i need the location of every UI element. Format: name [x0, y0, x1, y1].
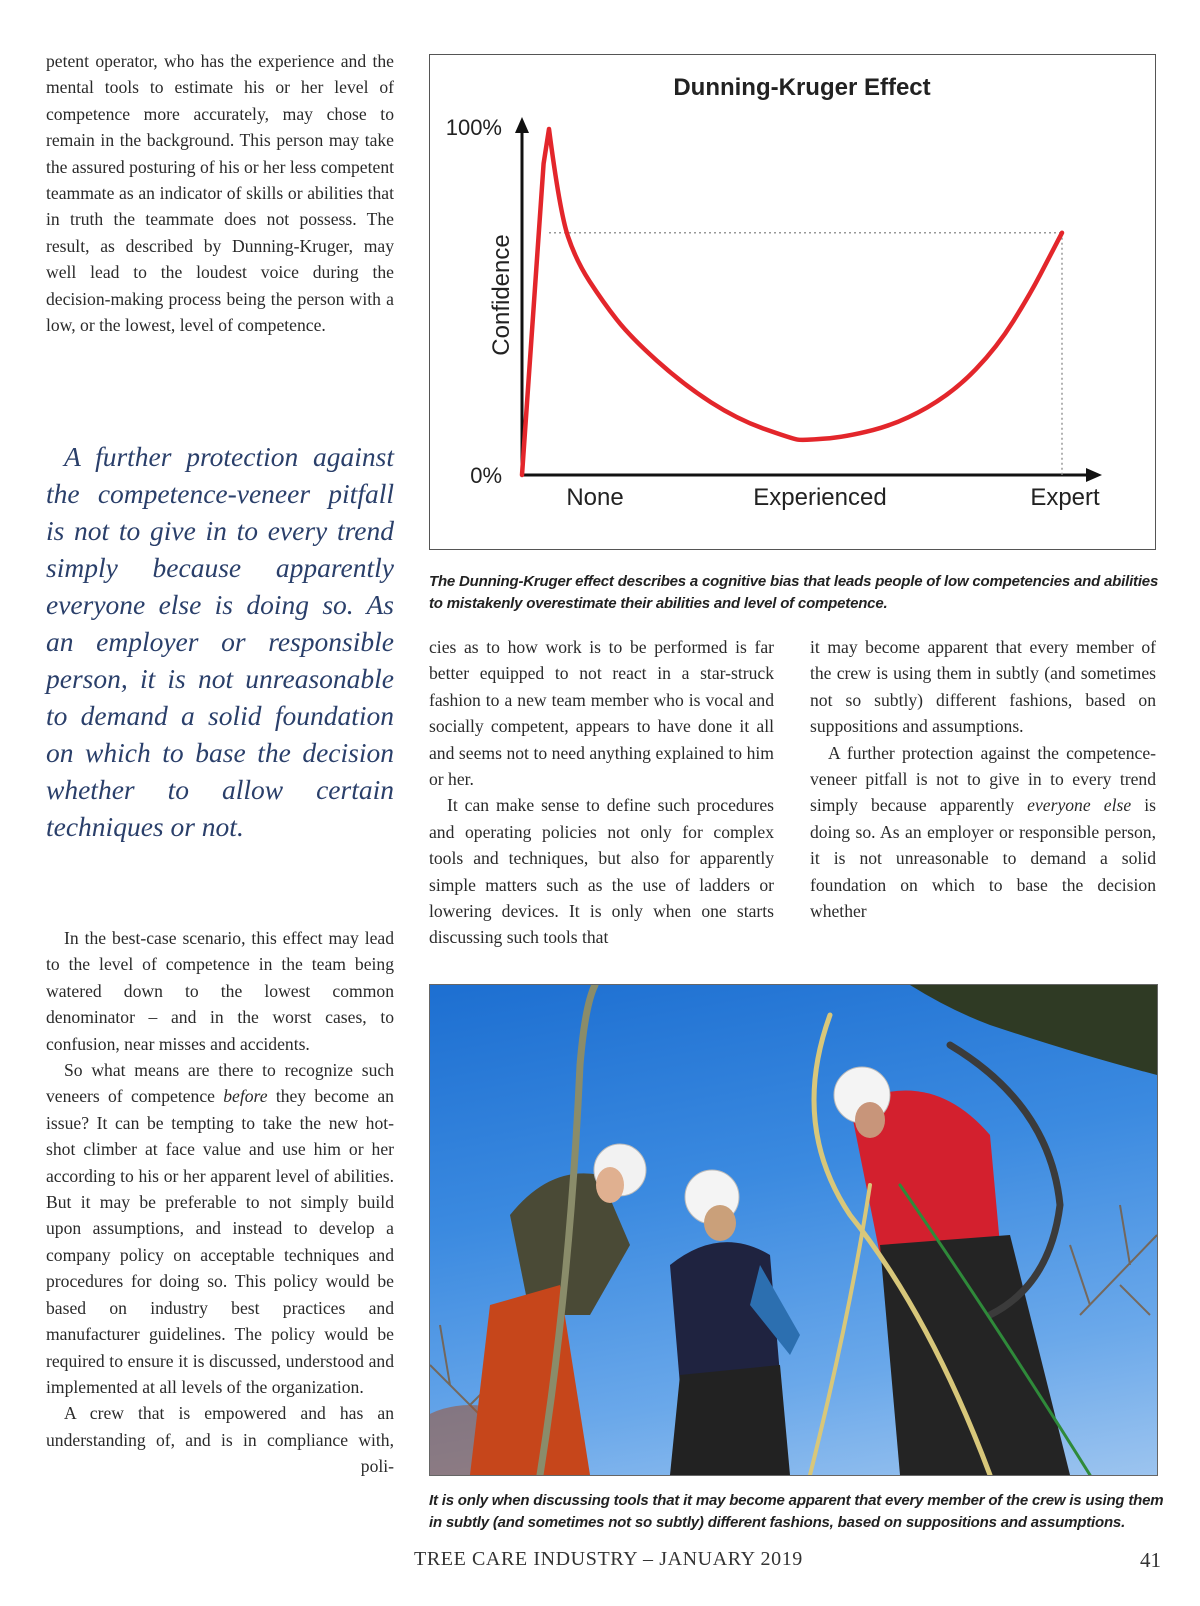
paragraph: It can make sense to define such procedures and operating policies not only for complex tools and techniques, but also for apparently simple matters such as the use of ladders or lowering devices. It is only when one starts discussing such tools that — [429, 795, 774, 948]
y-tick-bottom: 0% — [470, 463, 502, 488]
paragraph — [810, 740, 1156, 925]
y-tick-top: 100% — [445, 115, 502, 140]
article-column-left-bottom — [46, 925, 394, 1480]
y-axis-label: Confidence — [488, 234, 515, 356]
text-run: is doing so. As an employer or responsible person, it is not unreasonable to demand a solid foundation on which to base the decision whether — [810, 795, 1156, 922]
paragraph: cies as to how work is to be performed is far better equipped to not react in a star-struck fashion to a new team member who is vocal and socially competent, appears to have done it all and seems not to need anything explained to him or her. — [429, 637, 774, 790]
text-run: So what means are there to recognize such veneers of competence — [46, 1060, 394, 1107]
page-number: 41 — [1140, 1548, 1161, 1572]
chart-svg — [430, 55, 1154, 548]
x-tick-none: None — [566, 484, 624, 511]
pull-quote: A further protection against the competence-veneer pitfall is not to give in to every trend simply because apparently everyone else is doing so. As an employer or responsible person, it is not unreasonable to demand a solid foundation on which to base the decision whether to allow certain techniques or not. — [46, 441, 394, 842]
page-footer — [0, 1548, 1200, 1578]
x-tick-experienced: Experienced — [753, 484, 887, 511]
paragraph: petent operator, who has the experience and the mental tools to estimate his or her level of competence more accurately, may chose to remain in the background. This person may take the assured posturing of his or her less competent teammate as an indicator of skills or abilities that in truth the teammate does not possess. The result, as described by Dunning-Kruger, may well lead to the loudest voice during the decision-making process being the person with a low, or the lowest, level of competence. — [46, 51, 394, 336]
x-tick-expert: Expert — [1030, 484, 1100, 511]
paragraph: In the best-case scenario, this effect may lead to the level of competence in the team being watered down to the lowest common denominator – and in the worst cases, to confusion, near misses and accidents. — [46, 928, 394, 1054]
climbers-photo — [429, 984, 1158, 1476]
emphasis-text: before — [223, 1086, 268, 1107]
article-column-right — [810, 634, 1156, 924]
emphasis-text: everyone else — [1027, 795, 1132, 816]
paragraph — [46, 1057, 394, 1400]
photo-caption: It is only when discussing tools that it may become apparent that every member of the crew is using them in subtly (and sometimes not so subtly) different fashions, based on suppositions and assumptions. — [429, 1492, 1164, 1531]
climber-left — [470, 1144, 646, 1475]
confidence-curve — [522, 129, 1062, 475]
text-run: A further protection against the competence-veneer pitfall is not to give in to every trend simply because apparently — [810, 742, 1156, 816]
dunning-kruger-chart — [429, 54, 1156, 550]
climber-middle — [670, 1170, 800, 1475]
paragraph: it may become apparent that every member of the crew is using them in subtly (and sometimes not so subtly) different fashions, based on suppositions and assumptions. — [810, 637, 1156, 737]
climber-torso-top-right — [910, 985, 1157, 1075]
chart-caption: The Dunning-Kruger effect describes a cognitive bias that leads people of low competencies and abilities to mistakenly overestimate their abilities and level of competence. — [429, 573, 1159, 612]
article-column-left-top — [46, 48, 394, 338]
article-column-middle — [429, 634, 774, 951]
x-axis-arrow — [1086, 468, 1102, 482]
chart-title: Dunning-Kruger Effect — [673, 74, 931, 101]
text-run: they become an issue? It can be tempting to take the new hot-shot climber at face value and use him or her according to his or her apparent level of abilities. But it may be preferable to not simply build upon assumptions, and instead to develop a company policy on acceptable techniques and procedures for doing so. This policy would be based on industry best practices and manufacturer guidelines. The policy would be required to ensure it is discussed, understood and implemented at all levels of the organization. — [46, 1086, 394, 1397]
paragraph: A crew that is empowered and has an understanding of, and is in compliance with, poli- — [46, 1403, 394, 1477]
climbers-photo-illustration — [430, 985, 1157, 1475]
publication-footer: TREE CARE INDUSTRY – JANUARY 2019 — [414, 1548, 803, 1570]
y-axis-arrow — [515, 117, 529, 133]
